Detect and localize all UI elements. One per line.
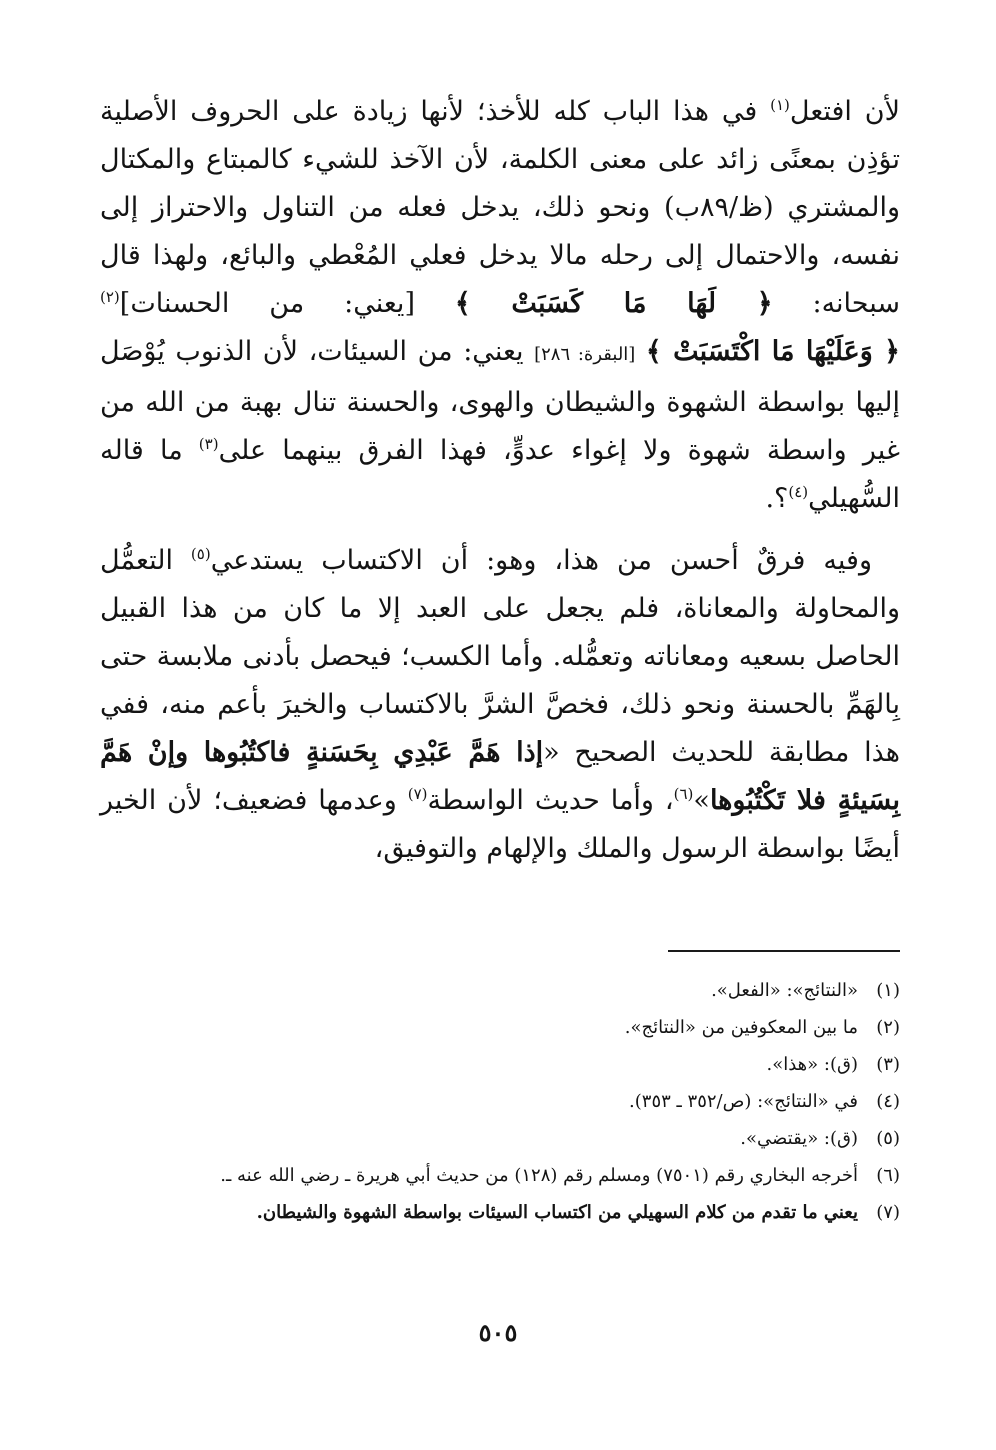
footnote-number: (٧)	[876, 1202, 900, 1223]
footnote-number: (٤)	[876, 1091, 900, 1112]
main-text	[100, 88, 900, 873]
footnote-text: (ق): «يقتضي».	[740, 1128, 858, 1149]
text-run: ما قاله السُّهيلي	[100, 435, 900, 514]
footnote-text: يعني ما تقدم من كلام السهيلي من اكتساب السيئات بواسطة الشهوة والشيطان.	[256, 1202, 858, 1223]
footnote-item	[100, 1046, 900, 1083]
footnote-item	[100, 972, 900, 1009]
text-run: »	[693, 785, 710, 816]
footnote-item	[100, 1194, 900, 1231]
text-run: في هذا الباب كله للأخذ؛ لأنها زيادة على الحروف الأصلية تؤذِن بمعنًى زائد على معنى الكلمة، لأن الآخذ للشيء كالمبتاع والمكتال والمشتري (ظ/٨٩ب) ونحو ذلك، يدخل فعله من التناول والاحتراز إلى نفسه، والاحتمال إلى رحله مالا يدخل فعلي المُعْطي والبائع، ولهذا قال سبحانه:	[100, 96, 900, 319]
footnote-item	[100, 1009, 900, 1046]
page-number: ٥٠٥	[478, 1318, 518, 1347]
footnote-number: (٣)	[876, 1054, 900, 1075]
footnotes	[100, 972, 900, 1231]
paragraph-2	[100, 537, 900, 873]
footnote-separator	[668, 950, 900, 952]
footnote-text: في «النتائج»: (ص/٣٥٢ ـ ٣٥٣).	[629, 1091, 858, 1112]
footnote-number: (٥)	[876, 1128, 900, 1149]
text-run: يعني: من السيئات، لأن الذنوب يُوْصَل إليها بواسطة الشهوة والشيطان والهوى، والحسنة تنال بهبة من الله من غير واسطة شهوة ولا إغواء عدوٍّ، فهذا الفرق بينهما على	[100, 336, 900, 466]
footnote-marker-7[interactable]: (٧)	[407, 785, 428, 803]
footnote-marker-5[interactable]: (٥)	[190, 545, 211, 563]
quran-verse: ﴿ لَهَا مَا كَسَبَتْ ﴾	[454, 288, 773, 319]
verse-reference: [البقرة: ٢٨٦]	[534, 344, 636, 365]
footnote-text: أخرجه البخاري رقم (٧٥٠١) ومسلم رقم (١٢٨) من حديث أبي هريرة ـ رضي الله عنه ـ.	[220, 1165, 858, 1186]
footnote-text: ما بين المعكوفين من «النتائج».	[624, 1017, 858, 1038]
text-run: وفيه فرقٌ أحسن من هذا، وهو: أن الاكتساب يستدعي	[210, 545, 872, 576]
footnote-marker-3[interactable]: (٣)	[198, 435, 219, 453]
text-run: وعدمها فضعيف؛ لأن الخير أيضًا بواسطة الرسول والملك والإلهام والتوفيق،	[100, 785, 900, 864]
hadith-quote: إذا هَمَّ عَبْدِي بِحَسَنةٍ فاكتُبُوها وإنْ هَمَّ بِسَيئةٍ فلا تَكْتُبُوها	[100, 737, 900, 816]
quran-verse: ﴿ وَعَلَيْهَا مَا اكْتَسَبَتْ ﴾	[645, 336, 900, 367]
footnote-item	[100, 1083, 900, 1120]
footnote-marker-2[interactable]: (٢)	[100, 288, 120, 306]
footnote-text: «النتائج»: «الفعل».	[711, 980, 858, 1001]
footnote-item	[100, 1157, 900, 1194]
text-run: ؟.	[765, 483, 789, 514]
paragraph-1	[100, 88, 900, 523]
footnote-number: (١)	[876, 980, 900, 1001]
footnote-marker-4[interactable]: (٤)	[788, 483, 809, 501]
text-run: [يعني: من الحسنات]	[119, 288, 455, 319]
footnote-number: (٦)	[876, 1165, 900, 1186]
text-run: ، وأما حديث الواسطة	[427, 785, 674, 816]
footnote-marker-6[interactable]: (٦)	[673, 785, 694, 803]
text-run: لأن افتعل	[789, 96, 900, 127]
footnote-item	[100, 1120, 900, 1157]
footnote-marker-1[interactable]: (١)	[770, 96, 790, 114]
footnote-number: (٢)	[876, 1017, 900, 1038]
text-run: التعمُّل والمحاولة والمعاناة، فلم يجعل على العبد إلا ما كان من هذا القبيل الحاصل بسعيه ومعاناته وتعمُّله. وأما الكسب؛ فيحصل بأدنى ملابسة حتى بِالهَمِّ بالحسنة ونحو ذلك، فخصَّ الشرَّ بالاكتساب والخيرَ بأعم منه، ففي هذا مطابقة للحديث الصحيح «	[100, 545, 901, 768]
text-run	[635, 336, 646, 367]
footnote-text: (ق): «هذا».	[766, 1054, 858, 1075]
